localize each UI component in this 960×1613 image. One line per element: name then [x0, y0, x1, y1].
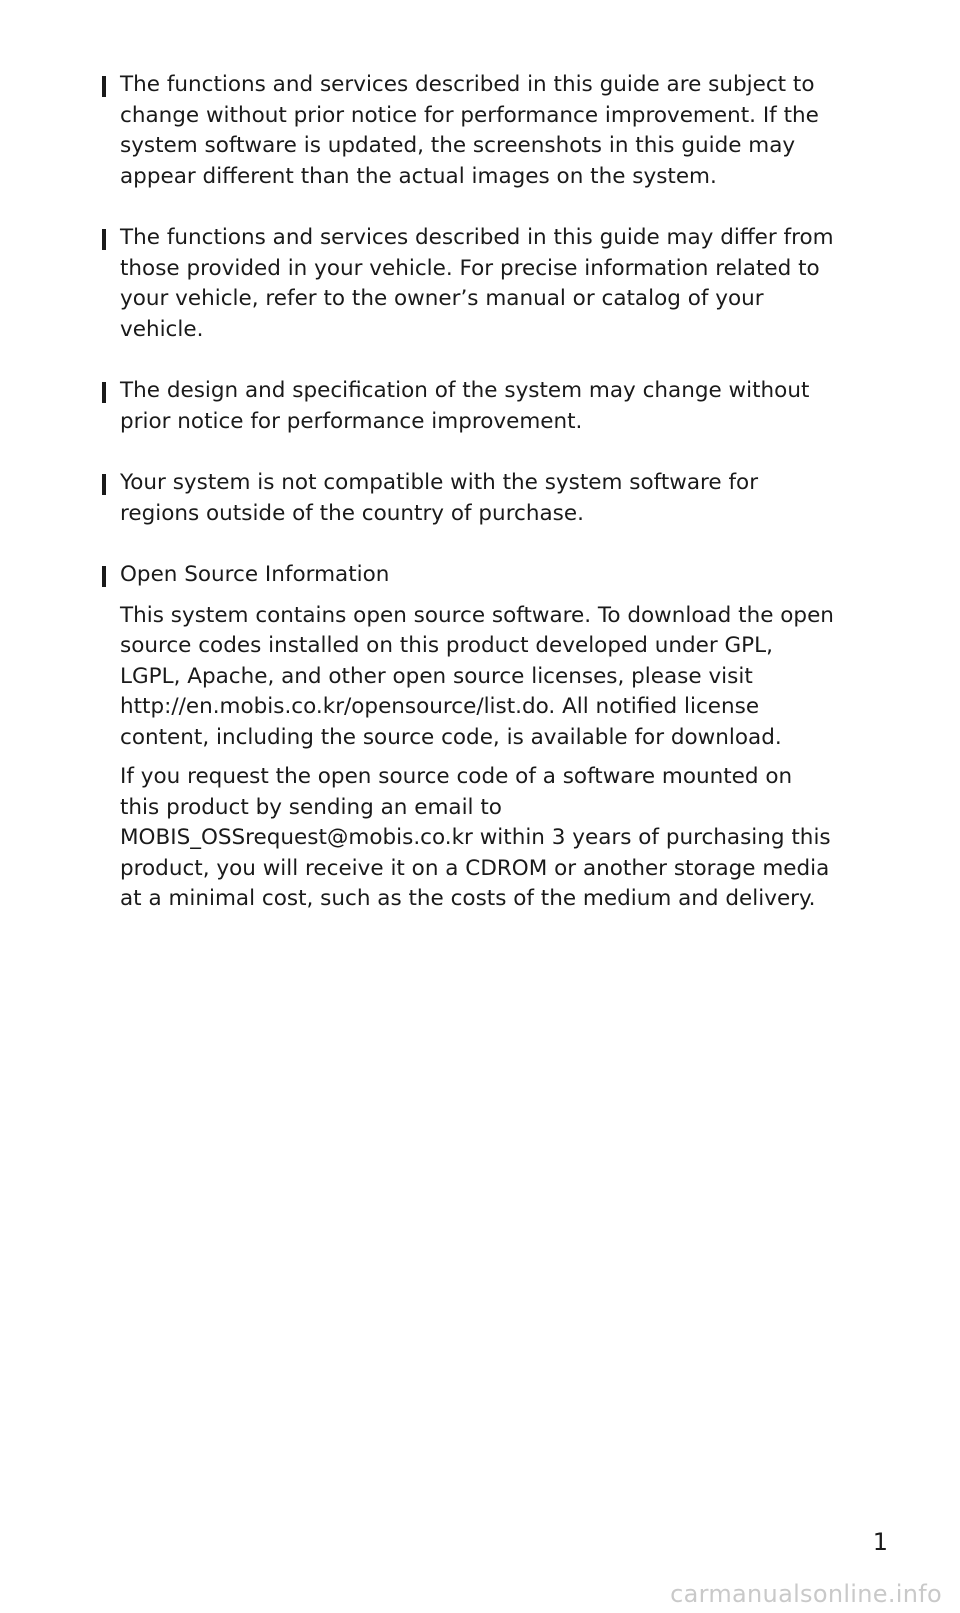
document-body — [98, 70, 838, 946]
notice-text: The functions and services described in this guide may differ from those provided in your vehicle. For precise information related to your vehicle, refer to the owner’s manual or catalog of your vehicle. — [120, 225, 834, 342]
bullet-bar-icon — [102, 474, 106, 495]
open-source-heading: Open Source Information — [120, 562, 390, 587]
bullet-bar-icon — [102, 76, 106, 97]
page-number: 1 — [872, 1528, 888, 1556]
notice-item-vehicle-differences — [98, 223, 838, 345]
watermark: carmanualsonline.info — [670, 1580, 942, 1608]
notice-text: Your system is not compatible with the system software for regions outside of the country of purchase. — [120, 470, 759, 526]
notice-item-software-changes — [98, 70, 838, 192]
bullet-bar-icon — [102, 229, 106, 250]
notice-item-region-compatibility — [98, 468, 838, 529]
open-source-download-paragraph: This system contains open source software. To download the open source codes installed on this product developed under GPL, LGPL, Apache, and other open source licenses, please visit http://en.mobis.co.kr/opensource/list.do. All notified license content, including the source code, is available for download. — [120, 602, 834, 750]
notice-text: The functions and services described in this guide are subject to change without prior notice for performance improvement. If the system software is updated, the screenshots in this guide may appear different than the actual images on the system. — [120, 72, 819, 189]
bullet-bar-icon — [102, 382, 106, 403]
bullet-bar-icon — [102, 566, 106, 587]
notice-item-open-source — [98, 560, 838, 915]
notice-item-design-specification — [98, 376, 838, 437]
open-source-request-paragraph: If you request the open source code of a software mounted on this product by sending an email to MOBIS_OSSrequest@mobis.co.kr within 3 years of purchasing this product, you will receive it on a CDROM or another storage media at a minimal cost, such as the costs of the medium and delivery. — [120, 764, 831, 911]
notice-text: The design and specification of the system may change without prior notice for performance improvement. — [120, 378, 810, 434]
